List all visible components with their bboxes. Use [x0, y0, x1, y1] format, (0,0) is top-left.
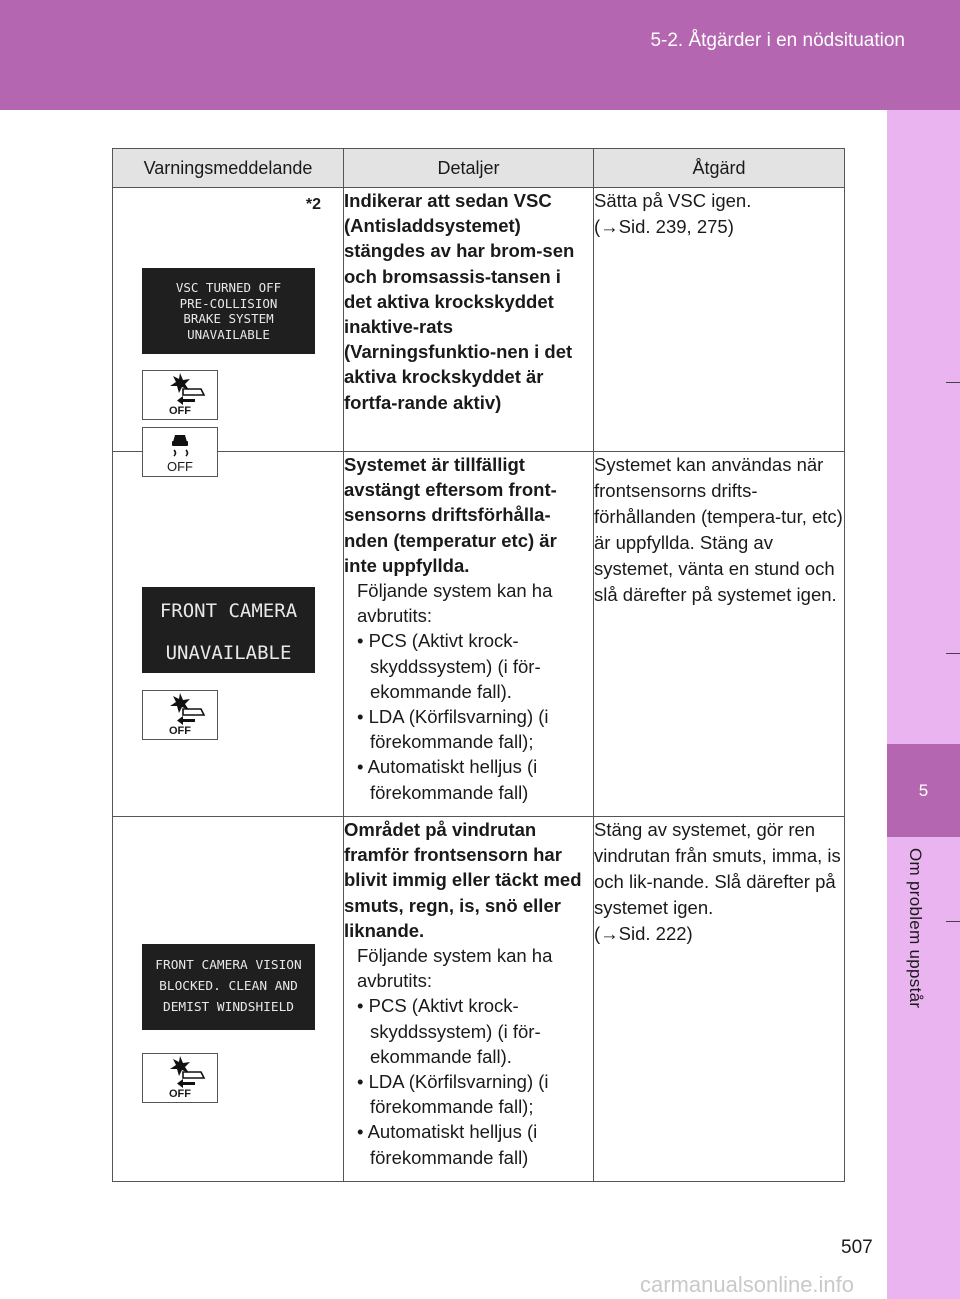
warning-display: [142, 587, 315, 673]
affected-systems-list: [344, 993, 593, 1169]
action-text: Sätta på VSC igen.: [594, 190, 752, 211]
crop-mark: [946, 653, 960, 654]
crop-mark: [946, 921, 960, 922]
icon-label: OFF: [169, 405, 191, 417]
table-row: [113, 188, 845, 452]
action-text: Stäng av systemet, gör ren vindrutan från smuts, imma, is och lik-nande. Slå därefter på systemet igen.: [594, 819, 841, 918]
side-tab-upper: [887, 110, 960, 744]
detail-text: Systemet är tillfälligt avstängt eftersom front-sensorns driftsförhålla-nden (temperatur etc) är inte uppfyllda.: [344, 454, 557, 576]
warning-display: [142, 268, 315, 354]
column-header: Åtgärd: [594, 149, 845, 188]
section-title: 5-2. Åtgärder i en nödsituation: [650, 30, 905, 51]
pre-collision-off-icon: [142, 370, 218, 420]
table-header-row: [113, 149, 845, 188]
action-cell: [594, 452, 845, 817]
display-line: DEMIST WINDSHIELD: [163, 1000, 294, 1015]
footnote-mark: *2: [305, 196, 321, 213]
detail-text: Området på vindrutan framför frontsensorn har blivit immig eller täckt med smuts, regn, is, snö eller liknande.: [344, 819, 582, 941]
column-header: Detaljer: [344, 149, 594, 188]
affected-systems-list: [344, 628, 593, 804]
action-cell: [594, 817, 845, 1182]
list-item: • PCS (Aktivt krock-skyddssystem) (i för-ekommande fall).: [357, 630, 541, 702]
page-reference: (→Sid. 222): [594, 923, 693, 944]
icon-label: OFF: [167, 459, 193, 474]
detail-intro: Följande system kan ha avbrutits:: [357, 580, 553, 627]
warning-message-cell: [113, 188, 344, 474]
display-line: UNAVAILABLE: [187, 326, 270, 342]
page-reference: (→Sid. 239, 275): [594, 216, 734, 237]
display-line: UNAVAILABLE: [165, 642, 292, 664]
display-line: VSC TURNED OFF: [175, 280, 282, 295]
column-header: Varningsmeddelande: [113, 149, 344, 188]
pre-collision-off-icon: [142, 690, 218, 740]
chapter-title: Om problem uppstår: [906, 848, 925, 1009]
display-line: FRONT CAMERA VISION: [155, 958, 302, 973]
warning-display: [142, 944, 315, 1030]
crop-mark: [946, 382, 960, 383]
top-header-bar: [0, 0, 960, 110]
detail-intro: Följande system kan ha avbrutits:: [357, 945, 553, 992]
display-line: BRAKE SYSTEM: [183, 311, 274, 326]
list-item: • LDA (Körfilsvarning) (i förekommande fall);: [357, 1071, 549, 1118]
display-line: PRE-COLLISION: [179, 295, 278, 311]
action-text: Systemet kan användas när frontsensorns drifts-förhållanden (tempera-tur, etc) är uppfyllda. Stäng av systemet, vänta en stund och slå därefter på systemet igen.: [594, 454, 843, 605]
list-item: • LDA (Körfilsvarning) (i förekommande fall);: [357, 706, 549, 753]
icon-label: OFF: [169, 1088, 191, 1100]
display-line: BLOCKED. CLEAN AND: [159, 979, 298, 994]
page-number: 507: [841, 1237, 873, 1258]
list-item: • PCS (Aktivt krock-skyddssystem) (i för-ekommande fall).: [357, 995, 541, 1067]
action-cell: [594, 188, 845, 452]
details-cell: [344, 817, 594, 1182]
details-cell: [344, 452, 594, 817]
table-row: [113, 452, 845, 817]
warning-message-cell: [113, 817, 344, 1182]
list-item: • Automatiskt helljus (i förekommande fall): [357, 756, 538, 803]
watermark: carmanualsonline.info: [640, 1272, 855, 1297]
warning-table: [112, 148, 845, 1182]
detail-text: Indikerar att sedan VSC (Antisladdsystemet) stängdes av har brom-sen och bromsassis-tansen i det aktiva krockskyddet inaktive-rats (Varningsfunktio-nen i det aktiva krockskyddet är fortfa-rande aktiv): [344, 190, 575, 413]
table-row: [113, 817, 845, 1182]
details-cell: [344, 188, 594, 452]
chapter-number: 5: [887, 744, 960, 837]
display-line: FRONT CAMERA: [159, 600, 298, 622]
icon-label: OFF: [169, 725, 191, 737]
list-item: • Automatiskt helljus (i förekommande fall): [357, 1121, 538, 1168]
warning-message-cell: [113, 452, 344, 817]
pre-collision-off-icon: [142, 1053, 218, 1103]
